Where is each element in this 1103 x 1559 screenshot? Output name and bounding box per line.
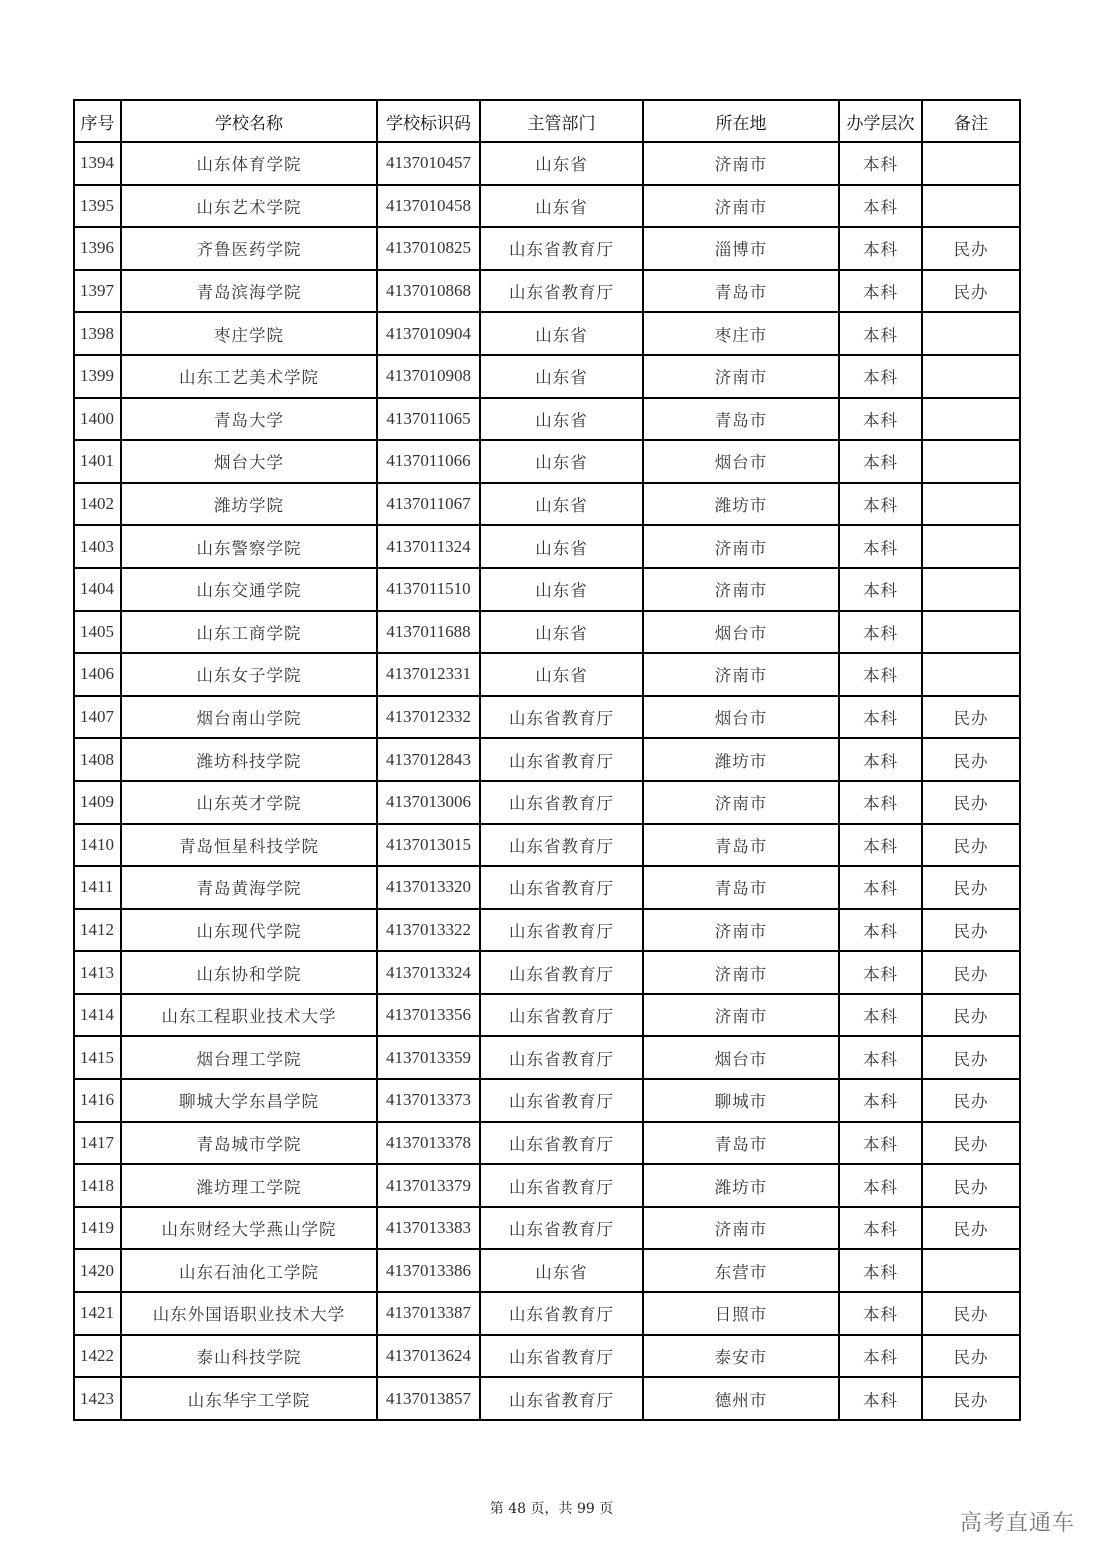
cell-note: 民办 bbox=[922, 696, 1020, 739]
cell-department: 山东省教育厅 bbox=[480, 1292, 643, 1335]
cell-index: 1420 bbox=[74, 1249, 121, 1292]
header-note: 备注 bbox=[922, 100, 1020, 142]
table-row bbox=[74, 1249, 1020, 1292]
cell-note: 民办 bbox=[922, 1122, 1020, 1165]
cell-school-name: 山东石油化工学院 bbox=[121, 1249, 377, 1292]
cell-school-code: 4137012331 bbox=[377, 653, 480, 696]
cell-note bbox=[922, 525, 1020, 568]
cell-level: 本科 bbox=[839, 270, 922, 313]
cell-note: 民办 bbox=[922, 1164, 1020, 1207]
cell-school-name: 枣庄学院 bbox=[121, 312, 377, 355]
cell-index: 1415 bbox=[74, 1036, 121, 1079]
cell-note bbox=[922, 483, 1020, 526]
cell-school-name: 泰山科技学院 bbox=[121, 1335, 377, 1378]
cell-note bbox=[922, 653, 1020, 696]
cell-location: 烟台市 bbox=[643, 611, 839, 654]
cell-index: 1403 bbox=[74, 525, 121, 568]
cell-school-code: 4137010904 bbox=[377, 312, 480, 355]
cell-department: 山东省教育厅 bbox=[480, 1122, 643, 1165]
header-location: 所在地 bbox=[643, 100, 839, 142]
cell-school-name: 山东现代学院 bbox=[121, 909, 377, 952]
cell-school-code: 4137013378 bbox=[377, 1122, 480, 1165]
cell-note: 民办 bbox=[922, 1036, 1020, 1079]
cell-department: 山东省教育厅 bbox=[480, 1164, 643, 1207]
cell-school-code: 4137013320 bbox=[377, 866, 480, 909]
cell-school-name: 山东交通学院 bbox=[121, 568, 377, 611]
cell-school-code: 4137010825 bbox=[377, 227, 480, 270]
cell-index: 1409 bbox=[74, 781, 121, 824]
cell-department: 山东省 bbox=[480, 142, 643, 185]
cell-level: 本科 bbox=[839, 1377, 922, 1420]
cell-school-name: 山东财经大学燕山学院 bbox=[121, 1207, 377, 1250]
cell-school-name: 青岛滨海学院 bbox=[121, 270, 377, 313]
cell-department: 山东省教育厅 bbox=[480, 909, 643, 952]
cell-level: 本科 bbox=[839, 1122, 922, 1165]
cell-index: 1413 bbox=[74, 951, 121, 994]
cell-note: 民办 bbox=[922, 738, 1020, 781]
cell-note: 民办 bbox=[922, 227, 1020, 270]
cell-note bbox=[922, 312, 1020, 355]
cell-school-code: 4137011065 bbox=[377, 398, 480, 441]
cell-index: 1422 bbox=[74, 1335, 121, 1378]
cell-school-name: 齐鲁医药学院 bbox=[121, 227, 377, 270]
table-row bbox=[74, 1335, 1020, 1378]
cell-school-name: 潍坊学院 bbox=[121, 483, 377, 526]
cell-note bbox=[922, 568, 1020, 611]
cell-school-name: 烟台大学 bbox=[121, 440, 377, 483]
table-row bbox=[74, 696, 1020, 739]
cell-department: 山东省 bbox=[480, 355, 643, 398]
cell-note: 民办 bbox=[922, 781, 1020, 824]
table-row bbox=[74, 866, 1020, 909]
cell-level: 本科 bbox=[839, 1164, 922, 1207]
cell-level: 本科 bbox=[839, 312, 922, 355]
cell-note: 民办 bbox=[922, 909, 1020, 952]
cell-school-code: 4137011688 bbox=[377, 611, 480, 654]
cell-index: 1400 bbox=[74, 398, 121, 441]
cell-school-code: 4137013386 bbox=[377, 1249, 480, 1292]
cell-school-name: 山东工商学院 bbox=[121, 611, 377, 654]
cell-index: 1406 bbox=[74, 653, 121, 696]
cell-department: 山东省教育厅 bbox=[480, 1207, 643, 1250]
cell-note: 民办 bbox=[922, 866, 1020, 909]
cell-location: 淄博市 bbox=[643, 227, 839, 270]
cell-level: 本科 bbox=[839, 1079, 922, 1122]
cell-location: 济南市 bbox=[643, 355, 839, 398]
cell-index: 1410 bbox=[74, 824, 121, 867]
cell-level: 本科 bbox=[839, 1249, 922, 1292]
cell-index: 1401 bbox=[74, 440, 121, 483]
table-header-row bbox=[74, 100, 1020, 142]
cell-note: 民办 bbox=[922, 1079, 1020, 1122]
cell-index: 1395 bbox=[74, 185, 121, 228]
header-index: 序号 bbox=[74, 100, 121, 142]
cell-location: 济南市 bbox=[643, 568, 839, 611]
cell-department: 山东省教育厅 bbox=[480, 1377, 643, 1420]
cell-school-code: 4137010457 bbox=[377, 142, 480, 185]
cell-note bbox=[922, 398, 1020, 441]
cell-location: 青岛市 bbox=[643, 866, 839, 909]
page-number: 第 48 页，共 99 页 bbox=[489, 1501, 614, 1517]
cell-level: 本科 bbox=[839, 1292, 922, 1335]
cell-level: 本科 bbox=[839, 951, 922, 994]
table-row bbox=[74, 312, 1020, 355]
table-row bbox=[74, 994, 1020, 1037]
cell-index: 1404 bbox=[74, 568, 121, 611]
table-row bbox=[74, 1207, 1020, 1250]
cell-location: 济南市 bbox=[643, 909, 839, 952]
cell-level: 本科 bbox=[839, 185, 922, 228]
cell-school-name: 山东英才学院 bbox=[121, 781, 377, 824]
cell-school-code: 4137013373 bbox=[377, 1079, 480, 1122]
cell-location: 潍坊市 bbox=[643, 738, 839, 781]
cell-department: 山东省教育厅 bbox=[480, 1079, 643, 1122]
cell-note: 民办 bbox=[922, 1207, 1020, 1250]
cell-note: 民办 bbox=[922, 951, 1020, 994]
cell-school-name: 山东女子学院 bbox=[121, 653, 377, 696]
cell-department: 山东省教育厅 bbox=[480, 1036, 643, 1079]
cell-school-code: 4137012332 bbox=[377, 696, 480, 739]
cell-location: 泰安市 bbox=[643, 1335, 839, 1378]
cell-school-code: 4137011510 bbox=[377, 568, 480, 611]
table-body bbox=[74, 142, 1020, 1420]
cell-location: 潍坊市 bbox=[643, 483, 839, 526]
table-row bbox=[74, 909, 1020, 952]
university-list-table bbox=[73, 99, 1021, 1421]
table-row bbox=[74, 1164, 1020, 1207]
table-row bbox=[74, 653, 1020, 696]
cell-level: 本科 bbox=[839, 994, 922, 1037]
cell-level: 本科 bbox=[839, 440, 922, 483]
cell-school-code: 4137011066 bbox=[377, 440, 480, 483]
cell-school-code: 4137010868 bbox=[377, 270, 480, 313]
cell-school-name: 青岛城市学院 bbox=[121, 1122, 377, 1165]
cell-department: 山东省 bbox=[480, 568, 643, 611]
cell-level: 本科 bbox=[839, 142, 922, 185]
cell-index: 1394 bbox=[74, 142, 121, 185]
cell-department: 山东省 bbox=[480, 185, 643, 228]
cell-school-code: 4137013387 bbox=[377, 1292, 480, 1335]
cell-school-code: 4137013324 bbox=[377, 951, 480, 994]
cell-index: 1414 bbox=[74, 994, 121, 1037]
cell-school-name: 潍坊科技学院 bbox=[121, 738, 377, 781]
cell-level: 本科 bbox=[839, 1335, 922, 1378]
cell-index: 1398 bbox=[74, 312, 121, 355]
cell-location: 青岛市 bbox=[643, 270, 839, 313]
cell-school-name: 山东协和学院 bbox=[121, 951, 377, 994]
cell-school-name: 山东华宇工学院 bbox=[121, 1377, 377, 1420]
cell-location: 烟台市 bbox=[643, 1036, 839, 1079]
cell-level: 本科 bbox=[839, 611, 922, 654]
cell-location: 东营市 bbox=[643, 1249, 839, 1292]
cell-location: 潍坊市 bbox=[643, 1164, 839, 1207]
cell-department: 山东省 bbox=[480, 525, 643, 568]
cell-location: 济南市 bbox=[643, 951, 839, 994]
cell-location: 济南市 bbox=[643, 525, 839, 568]
cell-department: 山东省 bbox=[480, 440, 643, 483]
table-row bbox=[74, 824, 1020, 867]
cell-location: 济南市 bbox=[643, 185, 839, 228]
cell-location: 青岛市 bbox=[643, 398, 839, 441]
table-row bbox=[74, 1377, 1020, 1420]
cell-level: 本科 bbox=[839, 227, 922, 270]
cell-level: 本科 bbox=[839, 824, 922, 867]
cell-note: 民办 bbox=[922, 1335, 1020, 1378]
cell-school-code: 4137010458 bbox=[377, 185, 480, 228]
table-row bbox=[74, 440, 1020, 483]
table-row bbox=[74, 525, 1020, 568]
cell-location: 烟台市 bbox=[643, 440, 839, 483]
cell-index: 1407 bbox=[74, 696, 121, 739]
cell-location: 日照市 bbox=[643, 1292, 839, 1335]
cell-level: 本科 bbox=[839, 866, 922, 909]
cell-department: 山东省教育厅 bbox=[480, 738, 643, 781]
table-row bbox=[74, 1122, 1020, 1165]
cell-location: 青岛市 bbox=[643, 1122, 839, 1165]
cell-note bbox=[922, 440, 1020, 483]
cell-school-code: 4137010908 bbox=[377, 355, 480, 398]
cell-department: 山东省 bbox=[480, 1249, 643, 1292]
cell-department: 山东省教育厅 bbox=[480, 824, 643, 867]
cell-index: 1418 bbox=[74, 1164, 121, 1207]
cell-department: 山东省教育厅 bbox=[480, 994, 643, 1037]
cell-school-code: 4137011324 bbox=[377, 525, 480, 568]
cell-note: 民办 bbox=[922, 824, 1020, 867]
cell-school-code: 4137013359 bbox=[377, 1036, 480, 1079]
cell-location: 济南市 bbox=[643, 781, 839, 824]
cell-note: 民办 bbox=[922, 994, 1020, 1037]
cell-location: 济南市 bbox=[643, 1207, 839, 1250]
table-row bbox=[74, 951, 1020, 994]
table-row bbox=[74, 1292, 1020, 1335]
cell-index: 1423 bbox=[74, 1377, 121, 1420]
table-row bbox=[74, 185, 1020, 228]
table-row bbox=[74, 738, 1020, 781]
cell-school-code: 4137013015 bbox=[377, 824, 480, 867]
cell-school-name: 青岛恒星科技学院 bbox=[121, 824, 377, 867]
cell-department: 山东省教育厅 bbox=[480, 227, 643, 270]
table-row bbox=[74, 142, 1020, 185]
header-school-code: 学校标识码 bbox=[377, 100, 480, 142]
cell-level: 本科 bbox=[839, 909, 922, 952]
cell-index: 1416 bbox=[74, 1079, 121, 1122]
cell-location: 德州市 bbox=[643, 1377, 839, 1420]
table-row bbox=[74, 398, 1020, 441]
cell-note bbox=[922, 611, 1020, 654]
table-row bbox=[74, 1079, 1020, 1122]
cell-note: 民办 bbox=[922, 1377, 1020, 1420]
cell-school-code: 4137013356 bbox=[377, 994, 480, 1037]
table-row bbox=[74, 1036, 1020, 1079]
cell-department: 山东省教育厅 bbox=[480, 866, 643, 909]
cell-school-name: 山东艺术学院 bbox=[121, 185, 377, 228]
cell-department: 山东省教育厅 bbox=[480, 781, 643, 824]
table-row bbox=[74, 270, 1020, 313]
cell-department: 山东省教育厅 bbox=[480, 1335, 643, 1378]
cell-school-code: 4137013383 bbox=[377, 1207, 480, 1250]
cell-location: 济南市 bbox=[643, 142, 839, 185]
watermark-logo-text: 高考直通车 bbox=[959, 1511, 1075, 1536]
table-row bbox=[74, 227, 1020, 270]
cell-school-code: 4137013322 bbox=[377, 909, 480, 952]
cell-school-code: 4137011067 bbox=[377, 483, 480, 526]
cell-school-name: 山东体育学院 bbox=[121, 142, 377, 185]
cell-location: 聊城市 bbox=[643, 1079, 839, 1122]
cell-note bbox=[922, 185, 1020, 228]
cell-department: 山东省教育厅 bbox=[480, 951, 643, 994]
cell-department: 山东省 bbox=[480, 611, 643, 654]
cell-note bbox=[922, 1249, 1020, 1292]
cell-school-code: 4137013624 bbox=[377, 1335, 480, 1378]
cell-department: 山东省 bbox=[480, 398, 643, 441]
cell-school-name: 山东外国语职业技术大学 bbox=[121, 1292, 377, 1335]
cell-index: 1421 bbox=[74, 1292, 121, 1335]
cell-level: 本科 bbox=[839, 1207, 922, 1250]
table-row bbox=[74, 355, 1020, 398]
header-school-name: 学校名称 bbox=[121, 100, 377, 142]
cell-school-code: 4137012843 bbox=[377, 738, 480, 781]
cell-level: 本科 bbox=[839, 1036, 922, 1079]
cell-department: 山东省 bbox=[480, 483, 643, 526]
header-level: 办学层次 bbox=[839, 100, 922, 142]
cell-school-name: 青岛黄海学院 bbox=[121, 866, 377, 909]
cell-index: 1397 bbox=[74, 270, 121, 313]
cell-level: 本科 bbox=[839, 525, 922, 568]
cell-school-name: 山东工程职业技术大学 bbox=[121, 994, 377, 1037]
cell-location: 青岛市 bbox=[643, 824, 839, 867]
cell-school-name: 山东警察学院 bbox=[121, 525, 377, 568]
cell-school-code: 4137013379 bbox=[377, 1164, 480, 1207]
cell-level: 本科 bbox=[839, 696, 922, 739]
table-row bbox=[74, 483, 1020, 526]
table-row bbox=[74, 568, 1020, 611]
cell-index: 1396 bbox=[74, 227, 121, 270]
cell-index: 1399 bbox=[74, 355, 121, 398]
cell-department: 山东省教育厅 bbox=[480, 270, 643, 313]
cell-department: 山东省教育厅 bbox=[480, 696, 643, 739]
cell-level: 本科 bbox=[839, 355, 922, 398]
cell-school-code: 4137013857 bbox=[377, 1377, 480, 1420]
cell-index: 1419 bbox=[74, 1207, 121, 1250]
cell-school-name: 烟台理工学院 bbox=[121, 1036, 377, 1079]
cell-location: 烟台市 bbox=[643, 696, 839, 739]
table-row bbox=[74, 611, 1020, 654]
cell-index: 1417 bbox=[74, 1122, 121, 1165]
cell-location: 枣庄市 bbox=[643, 312, 839, 355]
cell-index: 1402 bbox=[74, 483, 121, 526]
cell-school-name: 青岛大学 bbox=[121, 398, 377, 441]
cell-level: 本科 bbox=[839, 653, 922, 696]
cell-level: 本科 bbox=[839, 483, 922, 526]
cell-location: 济南市 bbox=[643, 994, 839, 1037]
cell-department: 山东省 bbox=[480, 653, 643, 696]
cell-note: 民办 bbox=[922, 270, 1020, 313]
cell-level: 本科 bbox=[839, 568, 922, 611]
cell-level: 本科 bbox=[839, 398, 922, 441]
cell-level: 本科 bbox=[839, 781, 922, 824]
cell-note bbox=[922, 355, 1020, 398]
cell-school-name: 山东工艺美术学院 bbox=[121, 355, 377, 398]
cell-index: 1408 bbox=[74, 738, 121, 781]
cell-note: 民办 bbox=[922, 1292, 1020, 1335]
cell-index: 1405 bbox=[74, 611, 121, 654]
header-department: 主管部门 bbox=[480, 100, 643, 142]
cell-index: 1412 bbox=[74, 909, 121, 952]
cell-school-name: 潍坊理工学院 bbox=[121, 1164, 377, 1207]
cell-note bbox=[922, 142, 1020, 185]
cell-school-code: 4137013006 bbox=[377, 781, 480, 824]
cell-level: 本科 bbox=[839, 738, 922, 781]
cell-school-name: 烟台南山学院 bbox=[121, 696, 377, 739]
table-row bbox=[74, 781, 1020, 824]
cell-department: 山东省 bbox=[480, 312, 643, 355]
cell-location: 济南市 bbox=[643, 653, 839, 696]
cell-index: 1411 bbox=[74, 866, 121, 909]
cell-school-name: 聊城大学东昌学院 bbox=[121, 1079, 377, 1122]
